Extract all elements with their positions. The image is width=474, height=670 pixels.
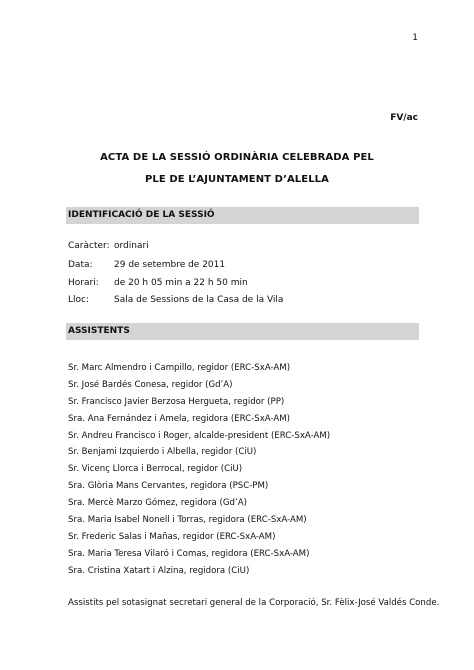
document-title-line-1: ACTA DE LA SESSIÓ ORDINÀRIA CELEBRADA PEL (100, 152, 374, 163)
info-label: Lloc: (68, 295, 90, 305)
info-label: Caràcter: (68, 241, 110, 251)
attendee-item: Sra. Cristina Xatart i Alzina, regidora (CiU) (68, 565, 250, 576)
info-label: Data: (68, 260, 93, 270)
info-row-character (68, 241, 149, 254)
section-heading-attendees: ASSISTENTS (66, 323, 419, 340)
info-row-place (68, 295, 283, 308)
info-value: 29 de setembre de 2011 (114, 260, 226, 270)
assisted-by-note: Assistits pel sotasignat secretari general de la Corporació, Sr. Fèlix-José Valdés Conde. (68, 598, 440, 608)
attendee-item: Sr. Benjami Izquierdo i Albella, regidor (CiU) (68, 447, 257, 458)
attendee-item: Sra. Mercè Marzo Gómez, regidora (Gd’A) (68, 498, 247, 509)
info-row-date (68, 260, 225, 273)
attendee-item: Sra. Maria Isabel Nonell i Torras, regidora (ERC-SxA-AM) (68, 515, 307, 526)
attendee-item: Sra. Maria Teresa Vilaró i Comas, regidora (ERC-SxA-AM) (68, 548, 310, 559)
document-reference: FV/ac (390, 113, 418, 123)
attendee-list (68, 360, 330, 580)
attendee-item: Sr. José Bardés Conesa, regidor (Gd’A) (68, 379, 233, 390)
attendee-item: Sr. Frederic Salas i Mañas, regidor (ERC-SxA-AM) (68, 531, 276, 542)
attendee-item: Sra. Glòria Mans Cervantes, regidora (PSC-PM) (68, 481, 269, 492)
attendee-item: Sr. Andreu Francisco i Roger, alcalde-president (ERC-SxA-AM) (68, 430, 331, 441)
page-number: 1 (412, 33, 418, 43)
info-value: de 20 h 05 min a 22 h 50 min (114, 278, 248, 288)
info-label: Horari: (68, 278, 99, 288)
attendee-item: Sra. Ana Fernández i Amela, regidora (ERC-SxA-AM) (68, 413, 291, 424)
attendee-item: Sr. Marc Almendro i Campillo, regidor (ERC-SxA-AM) (68, 363, 291, 373)
attendee-item: Sr. Francisco Javier Berzosa Hergueta, regidor (PP) (68, 396, 285, 407)
section-heading-identification: IDENTIFICACIÓ DE LA SESSIÓ (66, 207, 419, 224)
attendee-item: Sr. Vicenç Llorca i Berrocal, regidor (CiU) (68, 464, 243, 475)
document-title-line-2: PLE DE L’AJUNTAMENT D’ALELLA (144, 174, 329, 185)
info-value: Sala de Sessions de la Casa de la Vila (114, 295, 284, 305)
info-row-schedule (68, 278, 248, 291)
info-value: ordinari (114, 241, 149, 251)
